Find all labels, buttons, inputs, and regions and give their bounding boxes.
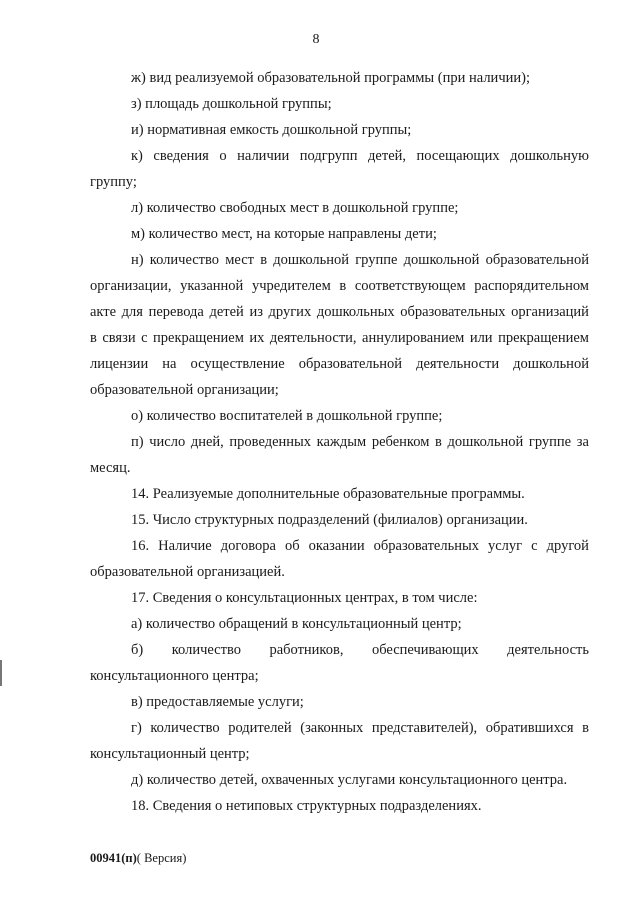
word: оказании xyxy=(308,538,365,554)
document-version: ( Версия) xyxy=(136,851,187,865)
word: в xyxy=(582,720,589,736)
item-n-line3 xyxy=(90,304,589,321)
word: образовательной xyxy=(485,252,589,268)
section-17: 17. Сведения о консультационных центрах, в том числе: xyxy=(131,590,478,606)
word: дошкольной xyxy=(403,252,480,268)
word: о xyxy=(219,148,227,164)
item-d: д) количество детей, охваченных услугами консультационного центра. xyxy=(131,772,568,788)
word: представителей), xyxy=(371,720,478,736)
item-k-line2: группу; xyxy=(90,174,137,190)
section-18: 18. Сведения о нетиповых структурных подразделениях. xyxy=(131,798,482,814)
word: дошкольной xyxy=(447,434,524,450)
item-z: з) площадь дошкольной группы; xyxy=(131,96,332,112)
word: детей xyxy=(209,304,244,320)
word: н) xyxy=(131,252,144,268)
word: детей, xyxy=(368,148,407,164)
word: их xyxy=(249,330,265,346)
item-zh: ж) вид реализуемой образовательной программы (при наличии); xyxy=(131,70,530,86)
word: Наличие xyxy=(158,538,212,554)
word: прекращением xyxy=(153,330,244,346)
word: количество xyxy=(149,252,220,268)
word: г) xyxy=(131,720,142,736)
item-p-line2: месяц. xyxy=(90,460,131,476)
word: из xyxy=(249,304,263,320)
word: дней, xyxy=(190,434,224,450)
word: количество xyxy=(171,642,241,658)
word: дошкольную xyxy=(510,148,589,164)
word: деятельности, xyxy=(269,330,357,346)
item-m: м) количество мест, на которые направлены дети; xyxy=(131,226,437,242)
document-footer xyxy=(90,851,186,866)
section-14: 14. Реализуемые дополнительные образовательные программы. xyxy=(131,486,525,502)
word: с xyxy=(531,538,538,554)
word: в xyxy=(90,330,97,346)
word: деятельности xyxy=(416,356,500,372)
word: за xyxy=(576,434,589,450)
word: об xyxy=(284,538,300,554)
word: образовательной xyxy=(298,356,403,372)
section-16-line1 xyxy=(131,538,589,555)
item-g-line1 xyxy=(131,720,589,737)
item-p-line1 xyxy=(131,434,589,451)
word: в xyxy=(339,278,347,294)
word: других xyxy=(268,304,312,320)
item-n-line6: образовательной организации; xyxy=(90,382,279,398)
item-o: о) количество воспитателей в дошкольной группе; xyxy=(131,408,443,424)
word: осуществление xyxy=(190,356,285,372)
word: сведения xyxy=(153,148,209,164)
item-n-line5 xyxy=(90,356,589,373)
word: акте xyxy=(90,304,117,320)
item-i: и) нормативная емкость дошкольной группы; xyxy=(131,122,412,138)
word: образовательных xyxy=(373,538,479,554)
word: аннулированием xyxy=(362,330,465,346)
word: распорядительном xyxy=(474,278,589,294)
word: дошкольной xyxy=(513,356,589,372)
word: связи xyxy=(102,330,136,346)
word: соответствующем xyxy=(354,278,466,294)
word: организации, xyxy=(90,278,172,294)
word: обеспечивающих xyxy=(371,642,479,658)
word: подгрупп xyxy=(299,148,358,164)
word: каждым xyxy=(316,434,367,450)
word: образовательных xyxy=(400,304,506,320)
item-a: а) количество обращений в консультационный центр; xyxy=(131,616,462,632)
word: мест xyxy=(225,252,254,268)
word: б) xyxy=(131,642,144,658)
word: прекращением xyxy=(498,330,589,346)
word: деятельность xyxy=(507,642,589,658)
word: проведенных xyxy=(229,434,312,450)
word: договора xyxy=(220,538,276,554)
word: группе xyxy=(528,434,572,450)
word: количество xyxy=(150,720,220,736)
word: учредителем xyxy=(251,278,331,294)
word: посещающих xyxy=(416,148,500,164)
word: на xyxy=(162,356,177,372)
item-n-line4 xyxy=(90,330,589,347)
word: для xyxy=(121,304,143,320)
word: услуг xyxy=(488,538,523,554)
item-l: л) количество свободных мест в дошкольной группе; xyxy=(131,200,459,216)
document-code: 00941(п) xyxy=(90,851,137,865)
word: перевода xyxy=(148,304,204,320)
word: 16. xyxy=(131,538,150,554)
word: наличии xyxy=(237,148,290,164)
word: лицензии xyxy=(90,356,149,372)
word: работников, xyxy=(269,642,344,658)
section-15: 15. Число структурных подразделений (филиалов) организации. xyxy=(131,512,528,528)
item-n-line2 xyxy=(90,278,589,295)
item-k-line1 xyxy=(131,148,589,165)
item-n-line1 xyxy=(131,252,589,269)
word: обратившихся xyxy=(485,720,574,736)
word: в xyxy=(260,252,268,268)
word: (законных xyxy=(300,720,364,736)
word: другой xyxy=(546,538,589,554)
word: организаций xyxy=(511,304,589,320)
word: дошкольных xyxy=(316,304,395,320)
page-number: 8 xyxy=(312,32,320,47)
word: к) xyxy=(131,148,143,164)
word: родителей xyxy=(228,720,292,736)
item-v: в) предоставляемые услуги; xyxy=(131,694,304,710)
word: число xyxy=(149,434,186,450)
item-b-line2: консультационного центра; xyxy=(90,668,259,684)
section-16-line2: образовательной организацией. xyxy=(90,564,285,580)
word: ребенком xyxy=(371,434,430,450)
word: дошкольной xyxy=(273,252,350,268)
item-b-line1 xyxy=(131,642,589,659)
item-g-line2: консультационный центр; xyxy=(90,746,250,762)
word: с xyxy=(141,330,148,346)
word: в xyxy=(435,434,442,450)
word: п) xyxy=(131,434,144,450)
word: группе xyxy=(355,252,398,268)
word: или xyxy=(469,330,493,346)
scan-edge-mark xyxy=(0,660,2,686)
word: указанной xyxy=(180,278,244,294)
